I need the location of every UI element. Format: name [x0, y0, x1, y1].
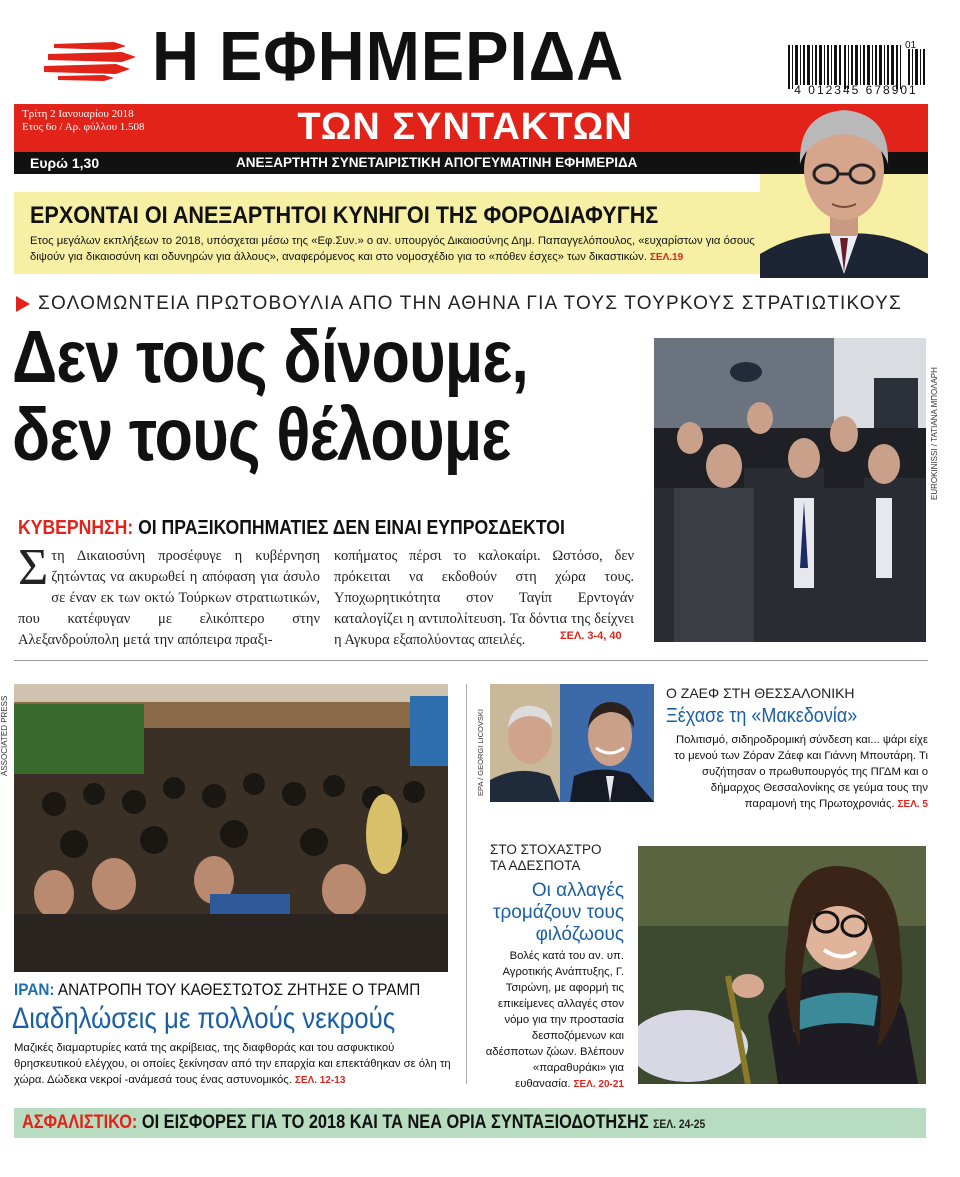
column-1-text: τη Δικαιοσύνη προσέφυγε η κυβέρνηση ζητώντας να ακυρωθεί η απόφαση για άσυλο σε έναν εκ των οκτώ Τούρκων στρατιωτικών, που κατέφυγαν με ελικόπτερο στην Αλεξανδρούπολη μετά την απόπειρα πραξι-	[18, 548, 320, 648]
iran-kicker-label: ΙΡΑΝ:	[14, 980, 55, 999]
stray-story-headline[interactable]: Οι αλλαγές τρομάζουν τους φιλόζωους	[492, 880, 624, 945]
zaef-story-headline[interactable]: Ξέχασε τη «Μακεδονία»	[666, 705, 858, 727]
barcode-number: 4 012345 678901	[794, 83, 918, 97]
main-story-page-ref[interactable]: ΣΕΛ. 3-4, 40	[560, 630, 622, 642]
main-headline-line-1: Δεν τους δίνουμε,	[12, 315, 529, 398]
crowd-photo-credit: ASSOCIATED PRESS	[0, 695, 9, 776]
zaef-story-text: Πολιτισμό, σιδηροδρομική σύνδεση και... ψάρι είχε το μενού των Ζόραν Ζάεφ και Γιάννη Μπουτάρη. Τι συζήτησαν ο πρωθυπουργός της ΠΓΔΜ και ο δήμαρχος Θεσσαλονίκης σε γεύμα τους την παραμονή της Πρωτοχρονιάς.	[674, 734, 928, 810]
main-photo-credit: EUROKINISSI / ΤΑΤΙΑΝΑ ΜΠΟΛΑΡΗ	[930, 367, 939, 500]
section-divider	[14, 660, 928, 661]
bottom-band-headline[interactable]	[22, 1110, 705, 1137]
stray-kicker-line-1: ΣΤΟ ΣΤΟΧΑΣΤΡΟ	[490, 842, 602, 857]
main-story-kicker: ΣΟΛΟΜΩΝΤΕΙΑ ΠΡΩΤΟΒΟΥΛΙΑ ΑΠΟ ΤΗΝ ΑΘΗΝΑ ΓΙΑ ΤΟΥΣ ΤΟΥΡΚΟΥΣ ΣΤΡΑΤΙΩΤΙΚΟΥΣ	[38, 293, 902, 314]
issue-number: Ετος 6ο / Αρ. φύλλου 1.508	[22, 121, 145, 133]
iran-story-kicker	[14, 980, 420, 1000]
zaef-story-page-ref[interactable]: ΣΕΛ. 5	[897, 799, 928, 810]
dropcap: Σ	[18, 539, 49, 596]
stray-story-kicker	[490, 842, 602, 874]
masthead-title: Η ΕΦΗΜΕΡΙΔΑ	[152, 17, 625, 95]
zaef-photo-credit: EPA / GEORGI LICOVSKI	[476, 709, 485, 796]
stray-story-body	[472, 948, 624, 1093]
rockets-logo-icon	[44, 38, 144, 82]
main-story-column-1	[18, 539, 320, 651]
bottom-band-label: ΑΣΦΑΛΙΣΤΙΚΟ:	[22, 1112, 138, 1133]
main-story-subhead	[18, 516, 565, 540]
issue-info	[22, 108, 145, 134]
zaef-boutaris-photo	[490, 684, 654, 802]
iran-story-body	[14, 1040, 454, 1089]
zaef-story-body	[664, 732, 928, 813]
soldiers-photo	[654, 338, 926, 642]
main-story-column-2: κοπήματος πέρσι το καλοκαίρι. Ωστόσο, δεν πρόκειται να εκδοθούν στη χώρα τους. Υποχωρητικότητα στον Ταγίπ Ερντογάν καταλογίζει η αντιπολίτευση. Τα δόντια της δείχνει η Αγκυρα εξαπολύοντας απειλές.	[334, 548, 634, 648]
iran-story-headline[interactable]: Διαδηλώσεις με πολλούς νεκρούς	[12, 1002, 396, 1035]
barcode-issue-number: 01	[905, 40, 917, 51]
main-headline-line-2: δεν τους θέλουμε	[12, 393, 511, 476]
main-story-headline[interactable]	[12, 315, 556, 476]
zaef-story-kicker: Ο ΖΑΕΦ ΣΤΗ ΘΕΣΣΑΛΟΝΙΚΗ	[666, 685, 855, 701]
stray-kicker-line-2: ΤΑ ΑΔΕΣΠΟΤΑ	[490, 858, 581, 873]
issue-date: Τρίτη 2 Ιανουαρίου 2018	[22, 108, 134, 120]
masthead-tagline: ΑΝΕΞΑΡΤΗΤΗ ΣΥΝΕΤΑΙΡΙΣΤΙΚΗ ΑΠΟΓΕΥΜΑΤΙΝΗ ΕΦΗΜΕΡΙΔΑ	[236, 155, 638, 170]
column-divider	[466, 684, 467, 1084]
masthead-subtitle: ΤΩΝ ΣΥΝΤΑΚΤΩΝ	[297, 106, 633, 148]
price-label: Ευρώ 1,30	[30, 155, 100, 171]
kicker-arrow-icon	[16, 296, 30, 312]
top-story-body	[30, 233, 770, 266]
stray-story-page-ref[interactable]: ΣΕΛ. 20-21	[573, 1079, 624, 1090]
bottom-band-text: ΟΙ ΕΙΣΦΟΡΕΣ ΓΙΑ ΤΟ 2018 ΚΑΙ ΤΑ ΝΕΑ ΟΡΙΑ ΣΥΝΤΑΞΙΟΔΟΤΗΣΗΣ	[137, 1112, 649, 1133]
protest-crowd-photo	[14, 684, 448, 972]
top-story-page-ref[interactable]: ΣΕΛ.19	[649, 252, 684, 263]
portrait-photo	[760, 104, 928, 278]
subhead-text: ΟΙ ΠΡΑΞΙΚΟΠΗΜΑΤΙΕΣ ΔΕΝ ΕΙΝΑΙ ΕΥΠΡΟΣΔΕΚΤΟΙ	[133, 517, 565, 539]
iran-kicker-text: ΑΝΑΤΡΟΠΗ ΤΟΥ ΚΑΘΕΣΤΩΤΟΣ ΖΗΤΗΣΕ Ο ΤΡΑΜΠ	[54, 980, 421, 999]
bottom-band-page-ref: ΣΕΛ. 24-25	[653, 1117, 706, 1131]
subhead-label: ΚΥΒΕΡΝΗΣΗ:	[18, 517, 134, 539]
iran-story-page-ref[interactable]: ΣΕΛ. 12-13	[294, 1075, 346, 1086]
top-story-text: Ετος μεγάλων εκπλήξεων το 2018, υπόσχεται μέσω της «Εφ.Συν.» ο αν. υπουργός Δικαιοσύνης Δημ. Παπαγγελόπουλος, «ευχαρίστων για όσους διψούν για δικαιοσύνη και οδυνηρών για άλλους», αναφερόμενος και στο νομοσχέδιο για το «πόθεν έσχες» των δικαστικών.	[30, 235, 755, 263]
iran-story-text: Μαζικές διαμαρτυρίες κατά της ακρίβειας, της διαφθοράς και του ασφυκτικού θρησκευτικού ελέγχου, οι οποίες ξεκίνησαν από την επαρχία και επεκτάθηκαν σε όλη τη χώρα. Δώδεκα νεκροί -ανάμεσά τους ένας αστυνομικός.	[14, 1042, 451, 1086]
woman-with-dog-photo	[638, 846, 926, 1084]
stray-story-text: Βολές κατά του αν. υπ. Αγροτικής Ανάπτυξης, Γ. Τσιρώνη, με αφορμή τις επικείμενες αλλαγές στον νόμο για την προστασία δεσποζόμενων και αδέσποτων ζώων. Βλέπουν «παραθυράκι» για ευθανασία.	[485, 950, 624, 1090]
top-story-headline[interactable]: ΕΡΧΟΝΤΑΙ ΟΙ ΑΝΕΞΑΡΤΗΤΟΙ ΚΥΝΗΓΟΙ ΤΗΣ ΦΟΡΟΔΙΑΦΥΓΗΣ	[30, 202, 659, 229]
